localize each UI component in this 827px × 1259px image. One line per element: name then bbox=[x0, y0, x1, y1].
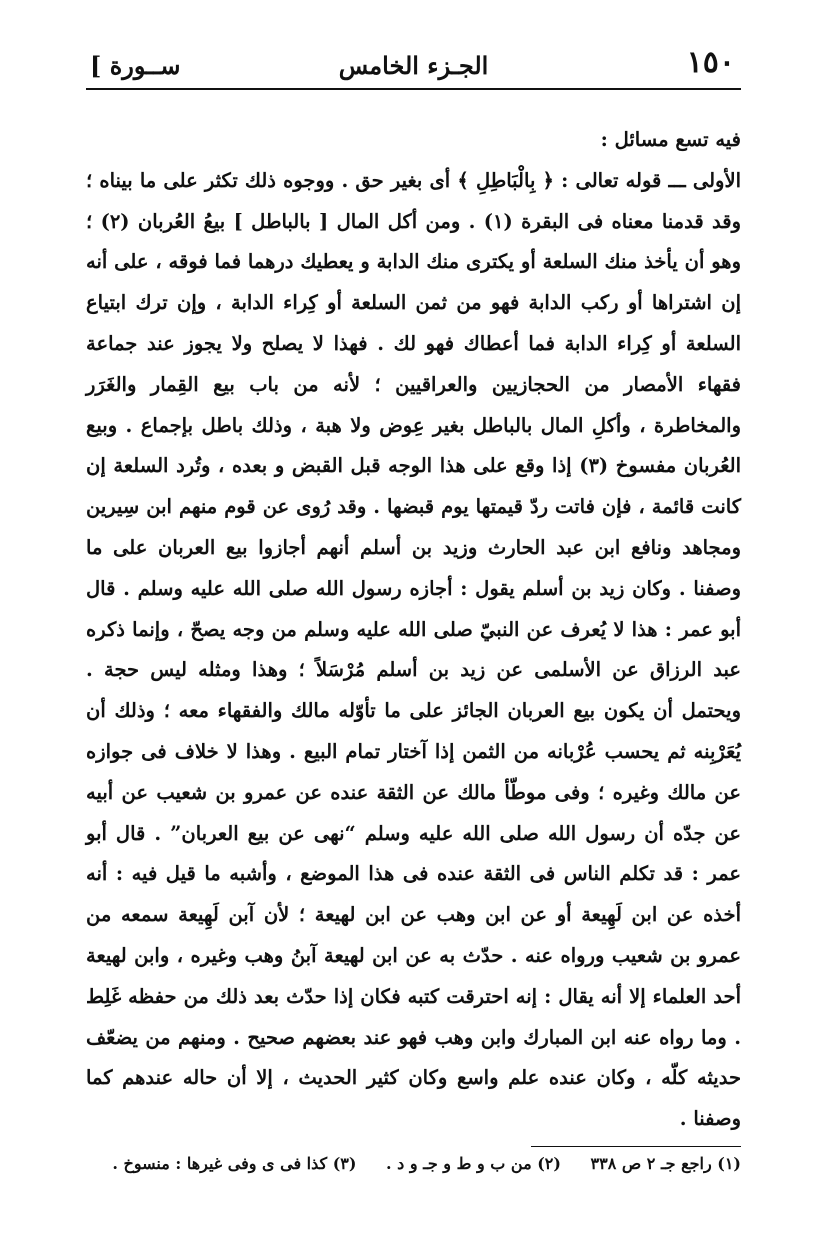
page-header bbox=[86, 40, 741, 90]
body-text bbox=[86, 120, 741, 1140]
main-paragraph: الأولى ـــ قوله تعالى : ﴿ بِالْبَاطِلِ ﴾ أى بغير حق . ووجوه ذلك تكثر على ما بيناه ؛ وقد قدمنا معناه فى البقرة (١) . ومن أكل المال [ بالباطل ] بيعُ العُربان (٢) ؛ وهو أن يأخذ منك السلعة أو يكترى منك الدابة و يعطيك درهما فما فوقه ، على أنه إن اشتراها أو ركب الدابة فهو من ثمن السلعة أو كِراء الدابة ، وإن ترك ابتياع السلعة أو كِراء الدابة فما أعطاك فهو لك . فهذا لا يصلح ولا يجوز عند جماعة فقهاء الأمصار من الحجازيين والعراقيين ؛ لأنه من باب بيع القِمار والغَرَر والمخاطرة ، وأكلِ المال بالباطل بغير عِوض ولا هبة ، وذلك باطل بإجماع . وبيع العُربان مفسوخ (٣) إذا وقع على هذا الوجه قبل القبض و بعده ، وتُرد السلعة إن كانت قائمة ، فإن فاتت ردّ قيمتها يوم قبضها . وقد رُوى عن قوم منهم ابن سِيرين ومجاهد ونافع ابن عبد الحارث وزيد بن أسلم أنهم أجازوا بيع العربان على ما وصفنا . وكان زيد بن أسلم يقول : أجازه رسول الله صلى الله عليه وسلم . قال أبو عمر : هذا لا يُعرف عن النبيّ صلى الله عليه وسلم من وجه يصحّ ، وإنما ذكره عبد الرزاق عن الأسلمى عن زيد بن أسلم مُرْسَلاً ؛ وهذا ومثله ليس حجة . ويحتمل أن يكون بيع العربان الجائز على ما تأوّله مالك والفقهاء معه ؛ وذلك أن يُعَرْبِنه ثم يحسب عُرْبانه من الثمن إذا آختار تمام البيع . وهذا لا خلاف فى جوازه عن مالك وغيره ؛ وفى موطّأ مالك عن الثقة عنده عن عمرو بن شعيب عن أبيه عن جدّه أن رسول الله صلى الله عليه وسلم “نهى عن بيع العربان” . قال أبو عمر : قد تكلم الناس فى الثقة عنده فى هذا الموضع ، وأشبه ما قيل فيه : أنه أخذه عن ابن لَهِيعة أو عن ابن وهب عن ابن لهيعة ؛ لأن آبن لَهِيعة سمعه من عمرو بن شعيب ورواه عنه . حدّث به عن ابن لهيعة آبنُ وهب وغيره ، وابن لهيعة أحد العلماء إلا أنه يقال : إنه احترقت كتبه فكان إذا حدّث بعد ذلك من حفظه غَلِط . وما رواه عنه ابن المبارك وابن وهب فهو عند بعضهم صحيح . ومنهم من يضعّف حديثه كلّه ، وكان عنده علم واسع وكان كثير الحديث ، إلا أن حاله عندهم كما وصفنا . bbox=[86, 168, 742, 1131]
intro-paragraph: فيه تسع مسائل : bbox=[600, 128, 741, 151]
footnote-1: (١) راجع جـ ٢ ص ٣٣٨ bbox=[590, 1154, 741, 1173]
footnotes bbox=[86, 1154, 741, 1173]
footnote-3: (٣) كذا فى ى وفى غيرها : منسوخ . bbox=[112, 1154, 357, 1173]
surah-label: [ ســورة bbox=[90, 51, 181, 80]
page-number: ١٥٠ bbox=[686, 45, 735, 80]
footnote-divider bbox=[531, 1146, 741, 1147]
running-title: الجـزء الخامس bbox=[338, 51, 489, 80]
footnote-2: (٢) من ب و ط و جـ و د . bbox=[386, 1154, 561, 1173]
